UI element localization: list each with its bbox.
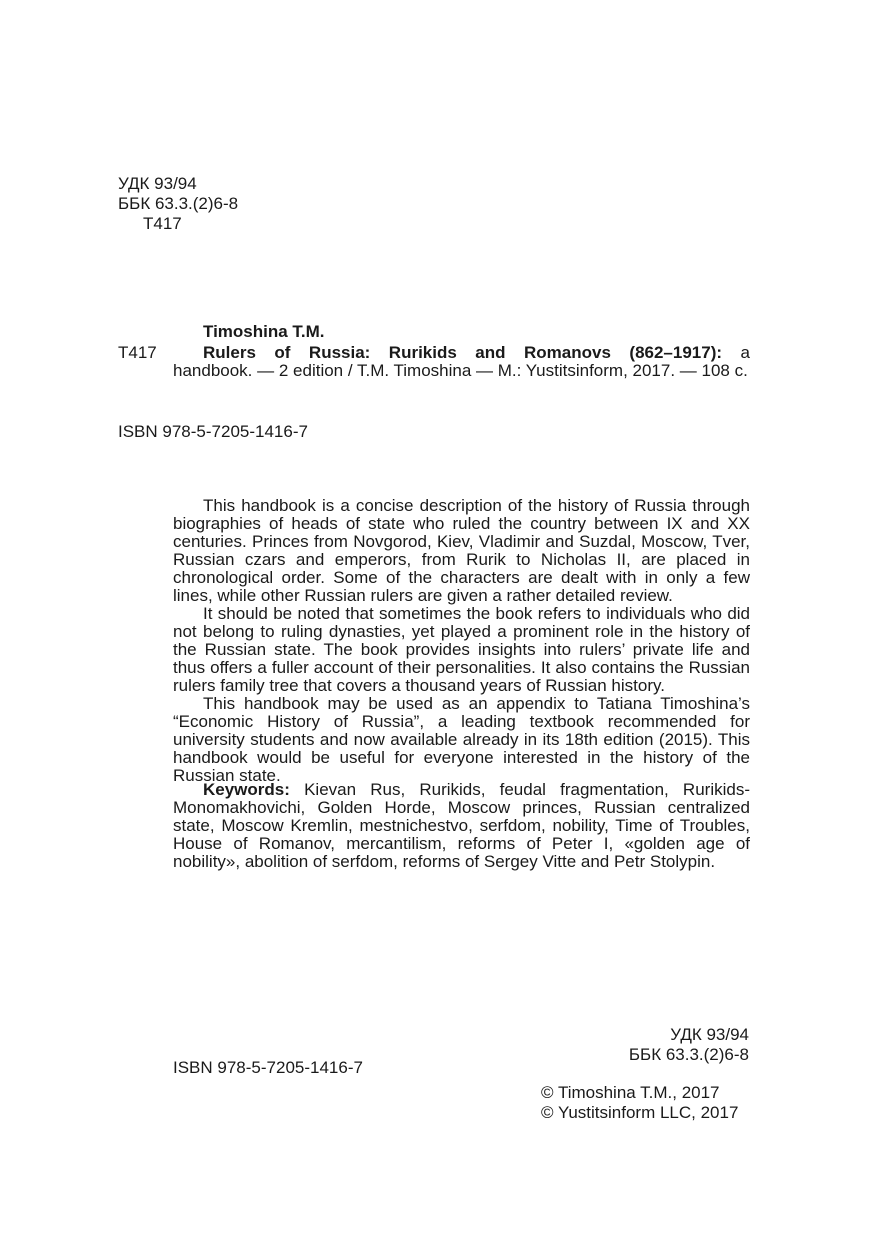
annotation-paragraph: It should be noted that sometimes the book refers to individuals who did not belong to ruling dynasties, yet played a prominent role in the history of the Russian state. The book provides insights into rulers’ private life and thus offers a fuller account of their personalities. It also contains the Russian rulers family tree that covers a thousand years of Russian history. bbox=[173, 604, 750, 695]
record-author-sign: Т417 bbox=[118, 343, 157, 362]
title-line bbox=[203, 344, 750, 362]
annotation-paragraph: This handbook is a concise description of the history of Russia through biographies of heads of state who ruled the country between IX and XX centuries. Princes from Novgorod, Kiev, Vladimir and Suzdal, Moscow, Tver, Russian czars and emperors, from Rurik to Nicholas II, are placed in chronological order. Some of the characters are dealt with in only a few lines, while other Russian rulers are given a rather detailed review. bbox=[173, 496, 750, 605]
author-heading: Timoshina T.M. bbox=[203, 322, 325, 341]
isbn-bottom: ISBN 978-5-7205-1416-7 bbox=[173, 1058, 363, 1077]
bottom-classification-codes bbox=[629, 1025, 749, 1065]
top-classification-codes bbox=[118, 174, 238, 234]
copyright-block bbox=[541, 1083, 738, 1123]
keywords-label: Keywords: bbox=[203, 780, 290, 799]
isbn-top: ISBN 978-5-7205-1416-7 bbox=[118, 422, 308, 441]
copyright-publisher: © Yustitsinform LLC, 2017 bbox=[541, 1103, 739, 1122]
annotation-paragraph: This handbook may be used as an appendix to Tatiana Timoshina’s “Economic History of Russia”, a leading textbook recommended for university students and now available already in its 18th edition (2015). This handbook would be useful for everyone interested in the history of the Russian state. bbox=[173, 694, 750, 785]
publication-details: handbook. — 2 edition / T.M. Timoshina — M.: Yustitsinform, 2017. — 108 c. bbox=[173, 361, 748, 380]
book-title: Rulers of Russia: Rurikids and Romanovs (862–1917): bbox=[203, 343, 723, 362]
bbk-code: ББК 63.3.(2)6-8 bbox=[118, 194, 239, 213]
udk-code: УДК 93/94 bbox=[118, 174, 197, 193]
copyright-author: © Timoshina T.M., 2017 bbox=[541, 1083, 720, 1102]
keywords-text: Kievan Rus, Rurikids, feudal fragmentation, Rurikids-Monomakhovichi, Golden Horde, Moscow princes, Russian centralized state, Moscow Kremlin, mestnichestvo, serfdom, nobility, Time of Troubles, House of Romanov, mercantilism, reforms of Peter I, «golden age of nobility», abolition of serfdom, reforms of Sergey Vitte and Petr Stolypin. bbox=[173, 780, 750, 871]
annotation bbox=[173, 497, 750, 785]
udk-code: УДК 93/94 bbox=[670, 1025, 749, 1044]
bbk-code: ББК 63.3.(2)6-8 bbox=[628, 1045, 749, 1064]
author-sign: Т417 bbox=[143, 214, 182, 233]
title-tail: a bbox=[740, 343, 750, 362]
keywords-paragraph bbox=[173, 781, 750, 871]
